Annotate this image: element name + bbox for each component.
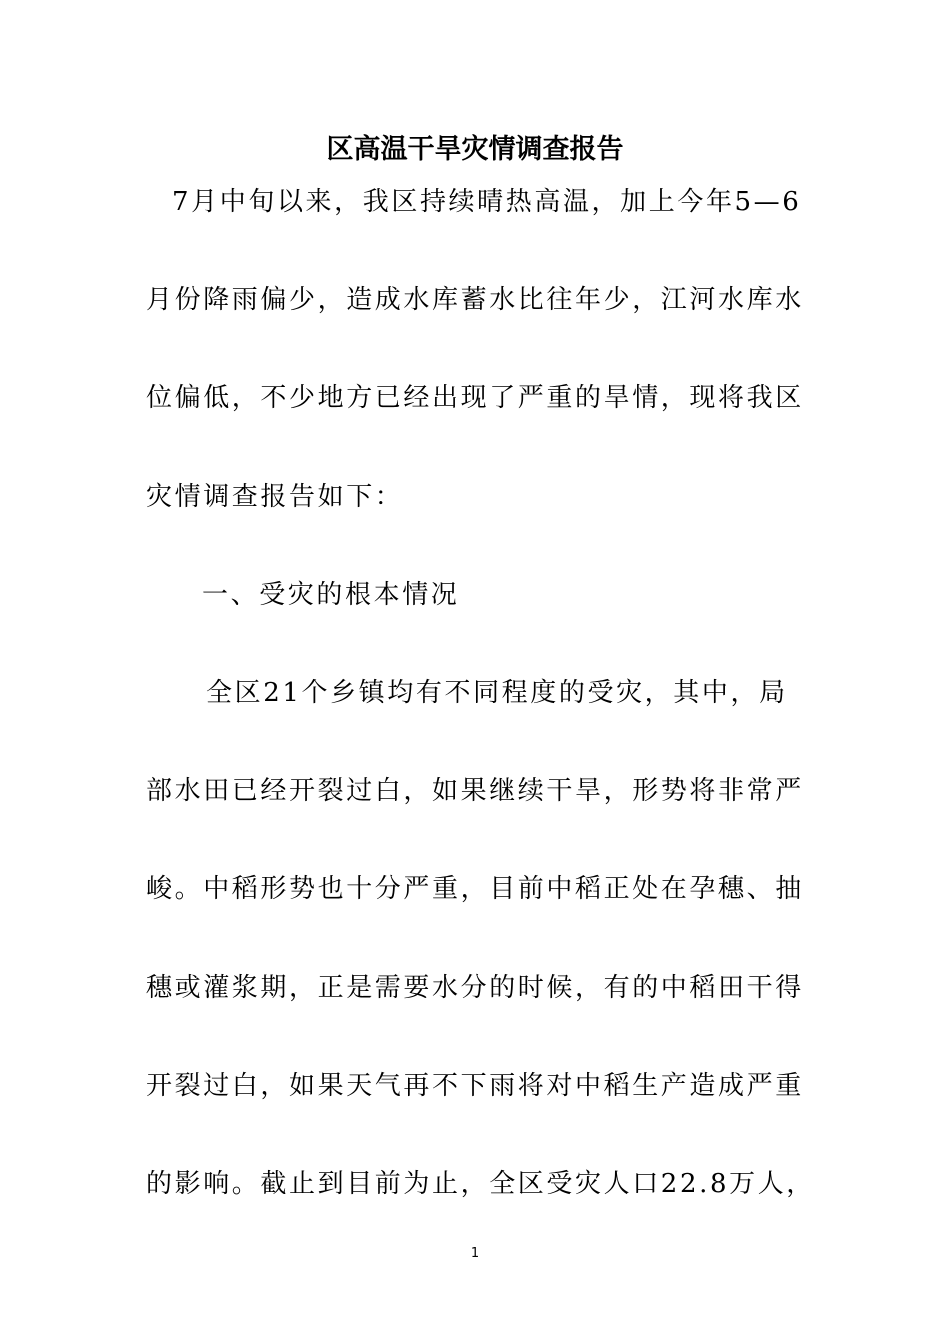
paragraph-line: 部水田已经开裂过白，如果继续干旱，形势将非常严 <box>146 776 804 807</box>
paragraph-line: 全区21个乡镇均有不同程度的受灾，其中，局 <box>206 677 788 708</box>
paragraph-line: 开裂过白，如果天气再不下雨将对中稻生产造成严重 <box>146 1070 804 1101</box>
page-number: 1 <box>470 1246 480 1261</box>
section-heading: 一、受灾的根本情况 <box>202 579 460 610</box>
paragraph-line: 7月中旬以来，我区持续晴热高温，加上今年5—6 <box>172 187 802 217</box>
paragraph-line: 峻。中稻形势也十分严重，目前中稻正处在孕穗、抽 <box>146 874 804 905</box>
paragraph-line: 的影响。截止到目前为止，全区受灾人口22.8万人， <box>146 1168 815 1199</box>
paragraph-line: 穗或灌浆期，正是需要水分的时候，有的中稻田干得 <box>146 972 804 1003</box>
paragraph-line: 位偏低，不少地方已经出现了严重的旱情，现将我区 <box>146 383 804 414</box>
document-title: 区高温干旱灾情调查报告 <box>326 134 624 165</box>
paragraph-line: 月份降雨偏少，造成水库蓄水比往年少，江河水库水 <box>146 285 804 316</box>
document-body <box>146 172 815 1252</box>
paragraph-line: 灾情调查报告如下： <box>146 481 404 512</box>
